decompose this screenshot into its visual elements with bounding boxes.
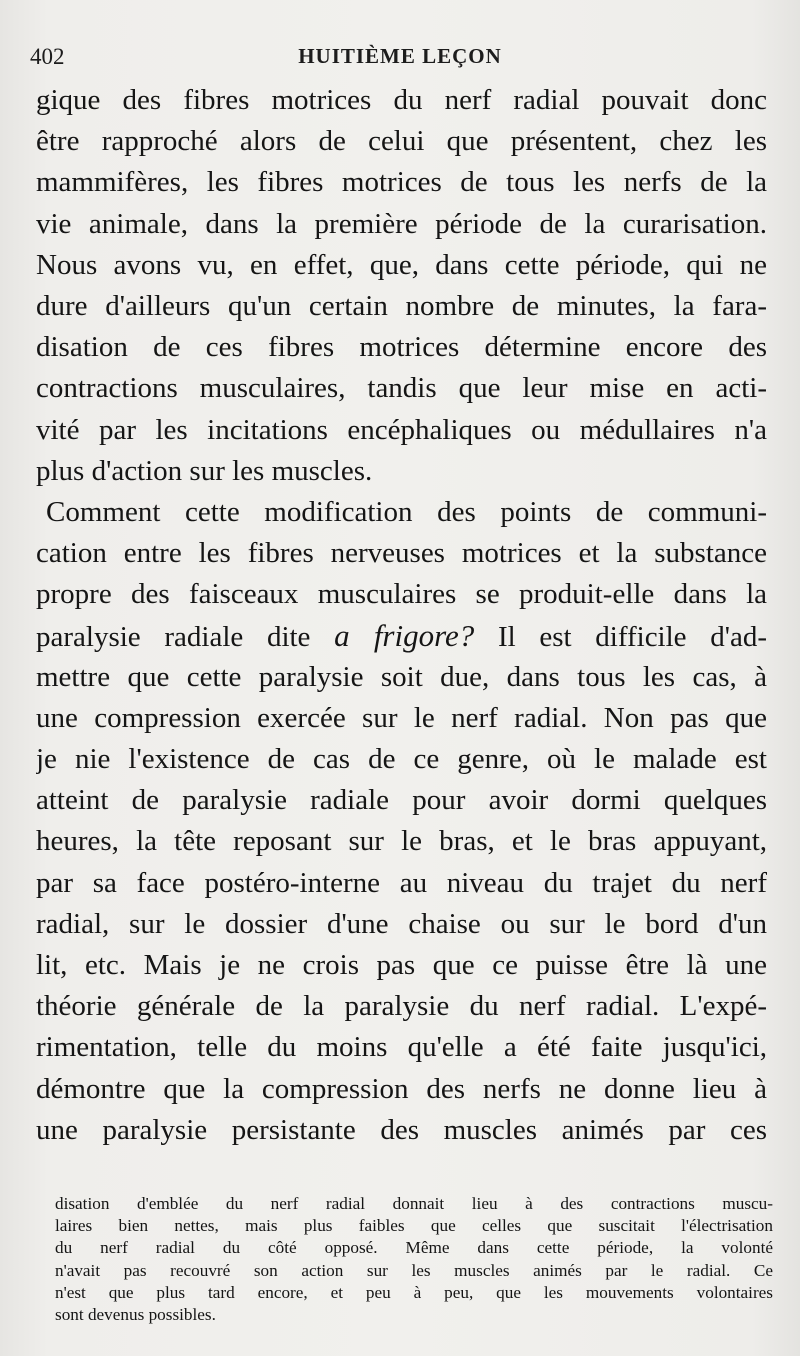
main-text bbox=[36, 80, 767, 1151]
text-line: heures, la tête reposant sur le bras, et le bras appuyant, bbox=[36, 825, 767, 858]
text-fragment: paralysie radiale dite bbox=[36, 621, 335, 654]
text-line: Nous avons vu, en effet, que, dans cette période, qui ne bbox=[36, 248, 767, 281]
text-line: gique des fibres motrices du nerf radial pouvait donc bbox=[36, 84, 767, 116]
footnote-line: n'avait pas recouvré son action sur les muscles animés par le radial. Ce bbox=[55, 1260, 773, 1280]
italic-phrase: a frigore? bbox=[334, 618, 475, 654]
text-line: propre des faisceaux musculaires se produit-elle dans la bbox=[36, 578, 767, 611]
text-line: vité par les incitations encéphaliques ou médullaires n'a bbox=[36, 413, 767, 446]
text-line: cation entre les fibres nerveuses motrices et la substance bbox=[36, 537, 767, 570]
text-line: radial, sur le dossier d'une chaise ou sur le bord d'un bbox=[36, 907, 767, 940]
footnote-line: laires bien nettes, mais plus faibles que celles que suscitait l'électrisation bbox=[55, 1216, 773, 1236]
text-fragment: Il est difficile d'ad- bbox=[474, 621, 767, 654]
text-line: Comment cette modification des points de communi- bbox=[46, 495, 767, 528]
text-line: une compression exercée sur le nerf radial. Non pas que bbox=[36, 701, 767, 734]
text-line: je nie l'existence de cas de ce genre, où le malade est bbox=[36, 743, 767, 775]
text-line: disation de ces fibres motrices détermine encore des bbox=[36, 331, 767, 364]
text-line-with-italic bbox=[36, 615, 767, 656]
footnote-line: sont devenus possibles. bbox=[55, 1304, 216, 1324]
text-line: lit, etc. Mais je ne crois pas que ce puisse être là une bbox=[36, 948, 767, 981]
text-line: vie animale, dans la première période de la curarisation. bbox=[36, 207, 767, 240]
text-line: théorie générale de la paralysie du nerf radial. L'expé- bbox=[36, 990, 767, 1023]
text-line: contractions musculaires, tandis que leur mise en acti- bbox=[36, 372, 767, 405]
text-line: mettre que cette paralysie soit due, dans tous les cas, à bbox=[36, 660, 767, 693]
footnote-line: n'est que plus tard encore, et peu à peu, que les mouvements volontaires bbox=[55, 1282, 773, 1302]
page-header bbox=[30, 38, 770, 74]
text-line: rimentation, telle du moins qu'elle a été faite jusqu'ici, bbox=[36, 1031, 767, 1064]
page-number: 402 bbox=[30, 44, 65, 69]
text-line: plus d'action sur les muscles. bbox=[36, 454, 373, 487]
text-line: dure d'ailleurs qu'un certain nombre de minutes, la fara- bbox=[36, 289, 767, 322]
text-line: mammifères, les fibres motrices de tous les nerfs de la bbox=[36, 166, 767, 199]
text-line: démontre que la compression des nerfs ne donne lieu à bbox=[36, 1072, 767, 1105]
footnote-line: disation d'emblée du nerf radial donnait lieu à des contractions muscu- bbox=[55, 1194, 773, 1213]
text-line: par sa face postéro-interne au niveau du trajet du nerf bbox=[36, 866, 767, 899]
text-line: atteint de paralysie radiale pour avoir dormi quelques bbox=[36, 784, 767, 817]
footnote bbox=[55, 1193, 773, 1326]
text-line: une paralysie persistante des muscles animés par ces bbox=[36, 1113, 767, 1146]
running-head: HUITIÈME LEÇON bbox=[298, 44, 502, 68]
text-line: être rapproché alors de celui que présentent, chez les bbox=[36, 125, 767, 158]
footnote-line: du nerf radial du côté opposé. Même dans cette période, la volonté bbox=[55, 1238, 773, 1258]
